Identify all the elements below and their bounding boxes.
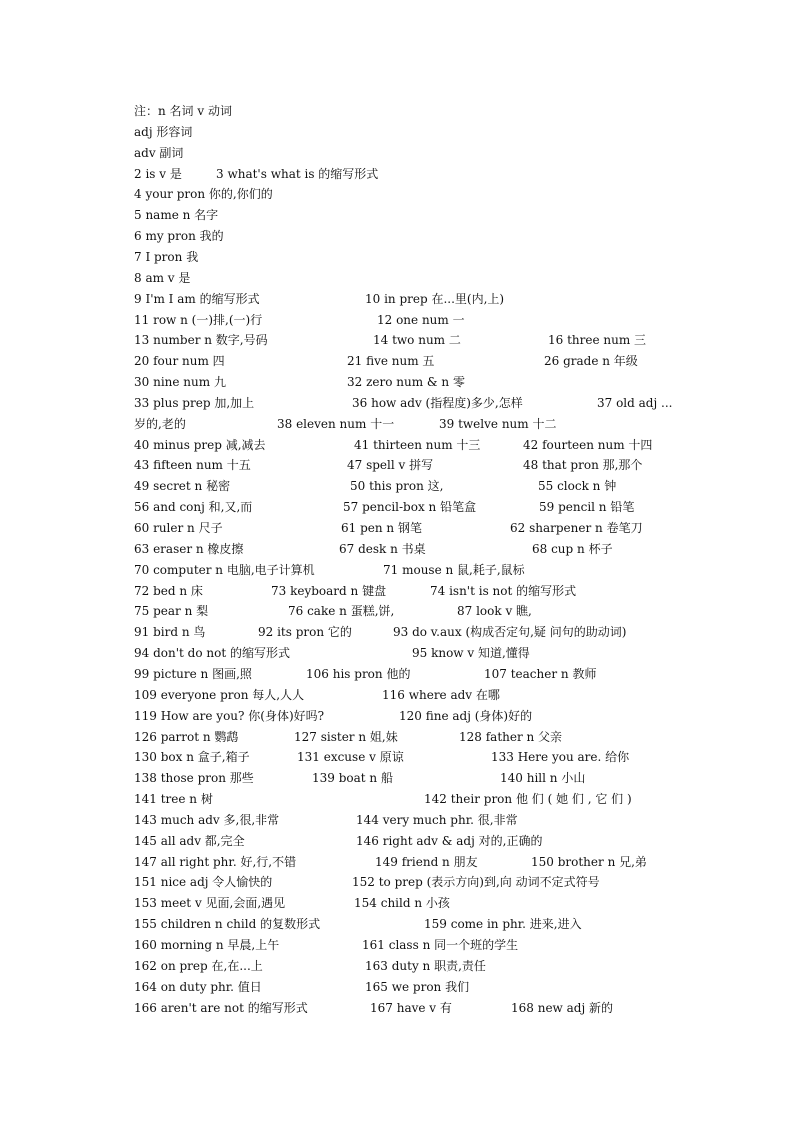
vocab-entry: 73 keyboard n 键盘 [271,584,387,598]
vocab-entry: 36 how adv (指程度)多少,怎样 [352,396,523,410]
vocab-entry: 119 How are you? 你(身体)好吗? [134,709,325,723]
vocab-entry: 142 their pron 他 们 ( 她 们 , 它 们 ) [424,792,632,806]
vocab-entry: 107 teacher n 教师 [484,667,597,681]
vocab-entry: 161 class n 同一个班的学生 [362,938,519,952]
vocab-entry: 93 do v.aux (构成否定句,疑 问句的助动词) [393,625,627,639]
vocab-entry: 139 boat n 船 [312,771,393,785]
vocab-entry: 160 morning n 早晨,上午 [134,938,280,952]
vocab-entry: 138 those pron 那些 [134,771,254,785]
vocab-entry: 10 in prep 在...里(内,上) [365,292,505,306]
vocab-entry: 72 bed n 床 [134,584,203,598]
vocab-entry: 8 am v 是 [134,271,191,285]
vocab-entry: 143 much adv 多,很,非常 [134,813,280,827]
vocab-entry: 7 I pron 我 [134,250,199,264]
vocab-entry: 41 thirteen num 十三 [354,438,481,452]
vocab-entry: 151 nice adj 令人愉快的 [134,875,273,889]
vocab-entry: 61 pen n 钢笔 [341,521,422,535]
vocab-entry: 133 Here you are. 给你 [491,750,630,764]
vocab-entry: 128 father n 父亲 [459,730,563,744]
vocab-entry: 70 computer n 电脑,电子计算机 [134,563,315,577]
vocab-entry: 166 aren't are not 的缩写形式 [134,1001,308,1015]
vocab-entry: 38 eleven num 十一 [277,417,395,431]
vocab-entry: 63 eraser n 橡皮擦 [134,542,244,556]
vocab-entry: 39 twelve num 十二 [439,417,557,431]
vocab-entry: 62 sharpener n 卷笔刀 [510,521,643,535]
vocab-entry: 5 name n 名字 [134,208,219,222]
vocab-entry: 149 friend n 朋友 [375,855,478,869]
vocab-entry: 106 his pron 他的 [306,667,411,681]
vocab-entry: 87 look v 瞧, [457,604,532,618]
vocab-entry: 32 zero num & n 零 [347,375,465,389]
vocab-entry: 4 your pron 你的,你们的 [134,187,273,201]
vocab-entry: 13 number n 数字,号码 [134,333,268,347]
vocab-entry: 47 spell v 拼写 [347,458,434,472]
vocab-entry: 2 is v 是 [134,167,182,181]
vocab-entry: 141 tree n 树 [134,792,213,806]
vocab-entry: 37 old adj ... [597,396,673,410]
vocab-entry: 40 minus prep 减,减去 [134,438,266,452]
vocab-entry: 6 my pron 我的 [134,229,224,243]
vocab-entry: 9 I'm I am 的缩写形式 [134,292,260,306]
vocab-entry: 3 what's what is 的缩写形式 [216,167,379,181]
vocab-entry: 130 box n 盒子,箱子 [134,750,250,764]
vocab-entry: 144 very much phr. 很,非常 [356,813,518,827]
vocab-entry: 20 four num 四 [134,354,225,368]
vocab-entry: 154 child n 小孩 [354,896,450,910]
vocab-entry: 岁的,老的 [134,417,186,431]
vocab-entry: 146 right adv & adj 对的,正确的 [356,834,543,848]
vocab-entry: 92 its pron 它的 [258,625,352,639]
vocab-entry: 30 nine num 九 [134,375,226,389]
vocab-entry: 48 that pron 那,那个 [523,458,643,472]
vocab-entry: 33 plus prep 加,加上 [134,396,255,410]
vocab-entry: 11 row n (一)排,(一)行 [134,313,263,327]
vocab-entry: adj 形容词 [134,125,193,139]
vocab-entry: 49 secret n 秘密 [134,479,231,493]
vocab-entry: 68 cup n 杯子 [532,542,613,556]
vocab-entry: 14 two num 二 [373,333,461,347]
vocab-entry: 152 to prep (表示方向)到,向 动词不定式符号 [352,875,600,889]
vocab-entry: 167 have v 有 [370,1001,452,1015]
vocab-entry: 109 everyone pron 每人,人人 [134,688,305,702]
vocab-entry: 120 fine adj (身体)好的 [399,709,533,723]
vocab-entry: 67 desk n 书桌 [339,542,426,556]
vocab-entry: 75 pear n 梨 [134,604,209,618]
vocab-entry: 127 sister n 姐,妹 [294,730,398,744]
vocab-entry: 12 one num 一 [377,313,465,327]
vocab-entry: 56 and conj 和,又,而 [134,500,253,514]
vocab-entry: 60 ruler n 尺子 [134,521,223,535]
vocab-entry: 131 excuse v 原谅 [297,750,404,764]
vocab-entry: 162 on prep 在,在...上 [134,959,263,973]
vocab-entry: 165 we pron 我们 [365,980,470,994]
vocab-entry: 145 all adv 都,完全 [134,834,245,848]
vocab-entry: 16 three num 三 [548,333,647,347]
vocab-entry: 21 five num 五 [347,354,435,368]
vocab-entry: 91 bird n 鸟 [134,625,206,639]
vocab-entry: 140 hill n 小山 [500,771,586,785]
vocab-entry: 55 clock n 钟 [538,479,617,493]
vocab-entry: 42 fourteen num 十四 [523,438,653,452]
vocab-entry: 99 picture n 图画,照 [134,667,252,681]
vocab-entry: 163 duty n 职责,责任 [365,959,486,973]
vocab-entry: 71 mouse n 鼠,耗子,鼠标 [383,563,525,577]
vocab-entry: 153 meet v 见面,会面,遇见 [134,896,286,910]
vocab-entry: 150 brother n 兄,弟 [531,855,647,869]
vocab-entry: 95 know v 知道,懂得 [412,646,530,660]
vocab-entry: 注：n 名词 v 动词 [134,104,232,118]
vocab-entry: 43 fifteen num 十五 [134,458,251,472]
vocab-entry: 57 pencil-box n 铅笔盒 [343,500,477,514]
vocab-entry: 26 grade n 年级 [544,354,638,368]
vocab-entry: 76 cake n 蛋糕,饼, [288,604,395,618]
vocab-entry: 116 where adv 在哪 [382,688,500,702]
vocab-entry: 159 come in phr. 进来,进入 [424,917,582,931]
vocab-entry: 168 new adj 新的 [511,1001,614,1015]
vocab-entry: 50 this pron 这, [350,479,444,493]
vocab-entry: 74 isn't is not 的缩写形式 [430,584,577,598]
vocab-entry: adv 副词 [134,146,184,160]
vocab-entry: 164 on duty phr. 值日 [134,980,262,994]
vocab-entry: 59 pencil n 铅笔 [539,500,635,514]
vocab-entry: 126 parrot n 鹦鹉 [134,730,239,744]
vocab-entry: 155 children n child 的复数形式 [134,917,321,931]
vocab-entry: 94 don't do not 的缩写形式 [134,646,290,660]
vocab-entry: 147 all right phr. 好,行,不错 [134,855,297,869]
